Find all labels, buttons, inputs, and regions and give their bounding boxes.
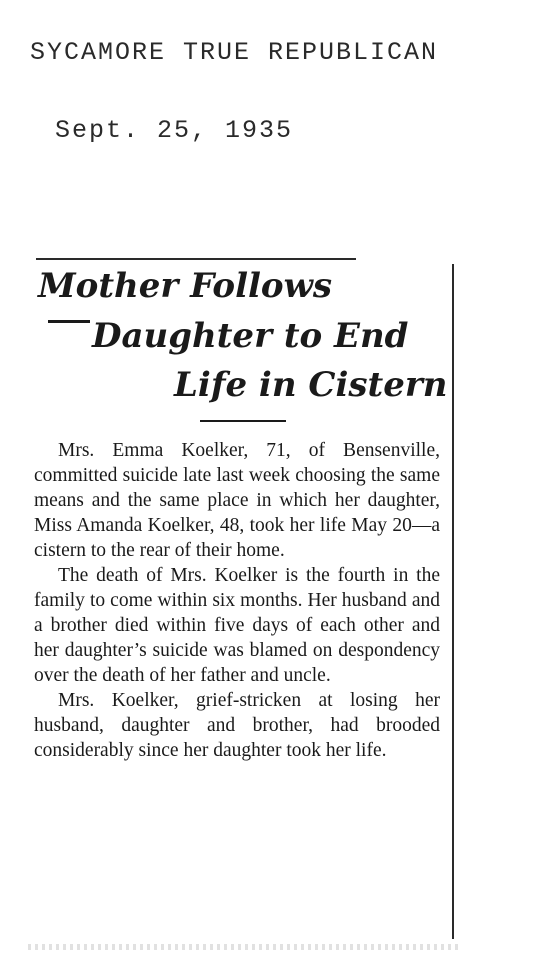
headline-line-1: Mother Follows: [38, 266, 332, 306]
headline-line-2: Daughter to End: [92, 316, 409, 356]
paragraph: Mrs. Koelker, grief-stricken at losing her husband, daughter and brother, had brooded considerably since her daughter took her life.: [34, 690, 440, 761]
top-rule: [36, 258, 356, 260]
headline-dash: [48, 320, 90, 323]
headline-rule: [200, 420, 286, 422]
date-label: Sept. 25, 1935: [55, 116, 294, 145]
article-body: [34, 438, 440, 763]
source-label: SYCAMORE TRUE REPUBLICAN: [30, 38, 439, 67]
clipping-edge: [28, 944, 458, 950]
headline-line-3: Life in Cistern: [174, 365, 448, 405]
paragraph: The death of Mrs. Koelker is the fourth in the family to come within six months. Her husband and a brother died within five days of each other and her daughter’s suicide was blamed on despondency over the death of her father and uncle.: [34, 565, 440, 686]
paragraph: Mrs. Emma Koelker, 71, of Bensenville, committed suicide late last week choosing the same means and the same place in which her daughter, Miss Amanda Koelker, 48, took her life May 20—a cistern to the rear of their home.: [34, 440, 440, 561]
column-rule: [452, 264, 454, 939]
newspaper-clipping: [28, 252, 458, 952]
